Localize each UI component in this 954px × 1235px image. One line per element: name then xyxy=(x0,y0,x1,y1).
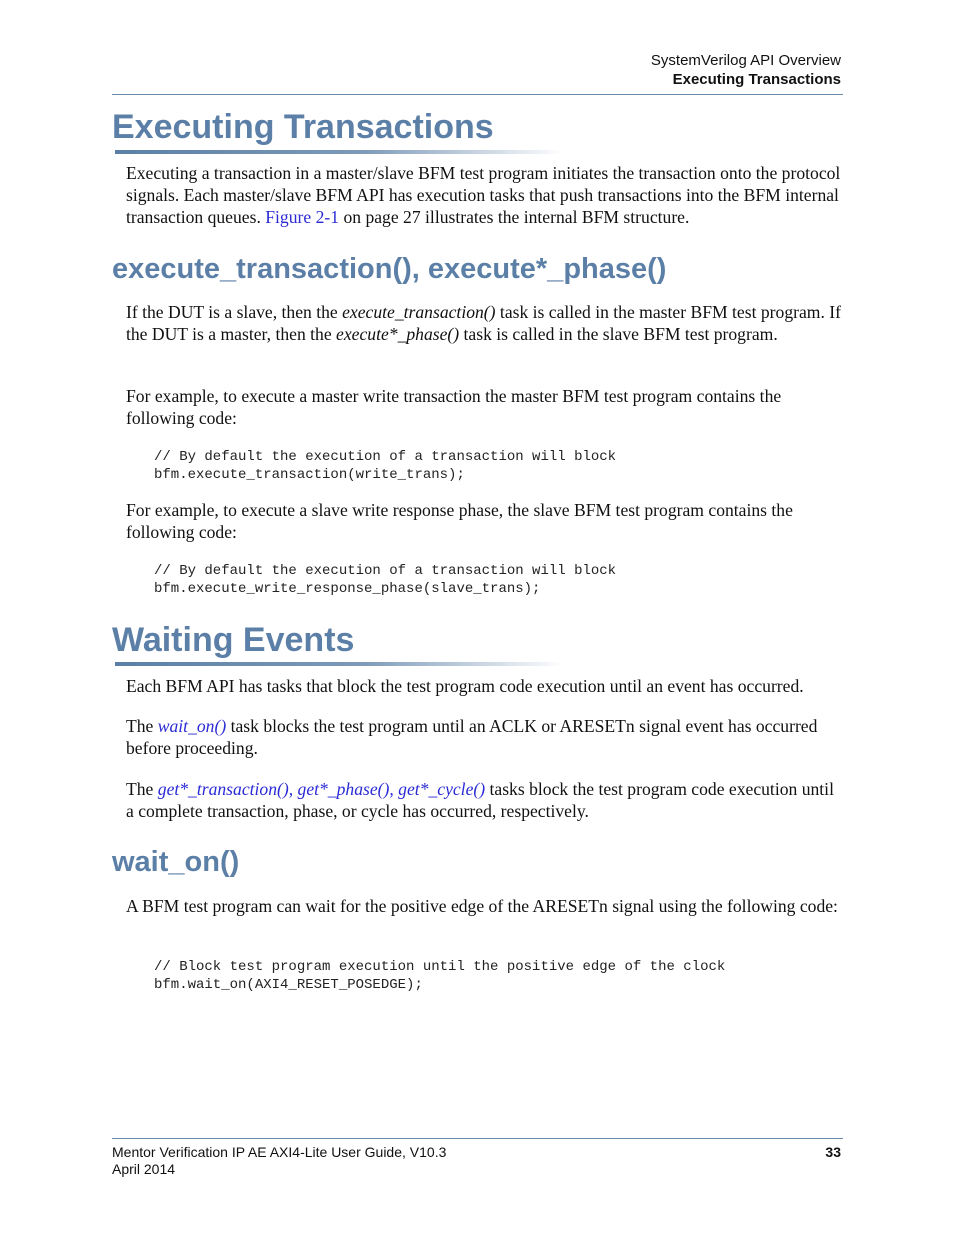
subsection-title-execute: execute_transaction(), execute*_phase() xyxy=(112,253,667,285)
footer-date: April 2014 xyxy=(112,1161,176,1177)
execute-paragraph-2: For example, to execute a master write transaction the master BFM test program contains the following code: xyxy=(126,386,782,428)
execute-paragraph-3: For example, to execute a slave write response phase, the slave BFM test program contains the following code: xyxy=(126,500,793,542)
page-number: 33 xyxy=(825,1144,841,1160)
header-rule xyxy=(112,94,843,95)
code-block-slave-response: // By default the execution of a transaction will block bfm.execute_write_response_phase(slave_trans); xyxy=(154,563,617,597)
intro-paragraph: Executing a transaction in a master/slave BFM test program initiates the transaction onto the protocol signals. Each master/slave BFM API has execution tasks that push transactions into the BFM internal transaction queues. Figure 2-1 on page 27 illustrates the internal BFM structure. xyxy=(126,163,841,227)
waiting-paragraph-2: The wait_on() task blocks the test program until an ACLK or ARESETn signal event has occurred before proceeding. xyxy=(126,716,818,758)
section-title-executing-transactions: Executing Transactions xyxy=(112,108,494,146)
figure-link[interactable]: Figure 2-1 xyxy=(265,207,340,227)
waiting-paragraph-3: The get*_transaction(), get*_phase(), get*_cycle() tasks block the test program code execution until a complete transaction, phase, or cycle has occurred, respectively. xyxy=(126,779,834,821)
section-title-waiting-events: Waiting Events xyxy=(112,621,355,659)
footer-rule xyxy=(112,1138,843,1139)
subsection-title-wait-on: wait_on() xyxy=(112,846,240,878)
execute-paragraph-1: If the DUT is a slave, then the execute_transaction() task is called in the master BFM test program. If the DUT is a master, then the execute*_phase() task is called in the slave BFM test program. xyxy=(126,302,841,344)
running-header-section: Executing Transactions xyxy=(672,71,841,88)
code-block-master-write: // By default the execution of a transaction will block bfm.execute_transaction(write_trans); xyxy=(154,449,617,483)
footer-document-title: Mentor Verification IP AE AXI4-Lite User Guide, V10.3 xyxy=(112,1144,447,1160)
code-block-wait-on: // Block test program execution until the positive edge of the clock bfm.wait_on(AXI4_RESET_POSEDGE); xyxy=(154,959,726,993)
wait-on-link[interactable]: wait_on() xyxy=(157,716,227,736)
section-title-underline xyxy=(115,662,565,666)
running-header-chapter: SystemVerilog API Overview xyxy=(650,52,841,69)
get-tasks-link[interactable]: get*_transaction(), get*_phase(), get*_cycle() xyxy=(157,779,486,799)
waiting-paragraph-1: Each BFM API has tasks that block the test program code execution until an event has occurred. xyxy=(126,676,804,696)
wait-on-paragraph: A BFM test program can wait for the positive edge of the ARESETn signal using the following code: xyxy=(126,896,838,916)
section-title-underline xyxy=(115,150,565,154)
